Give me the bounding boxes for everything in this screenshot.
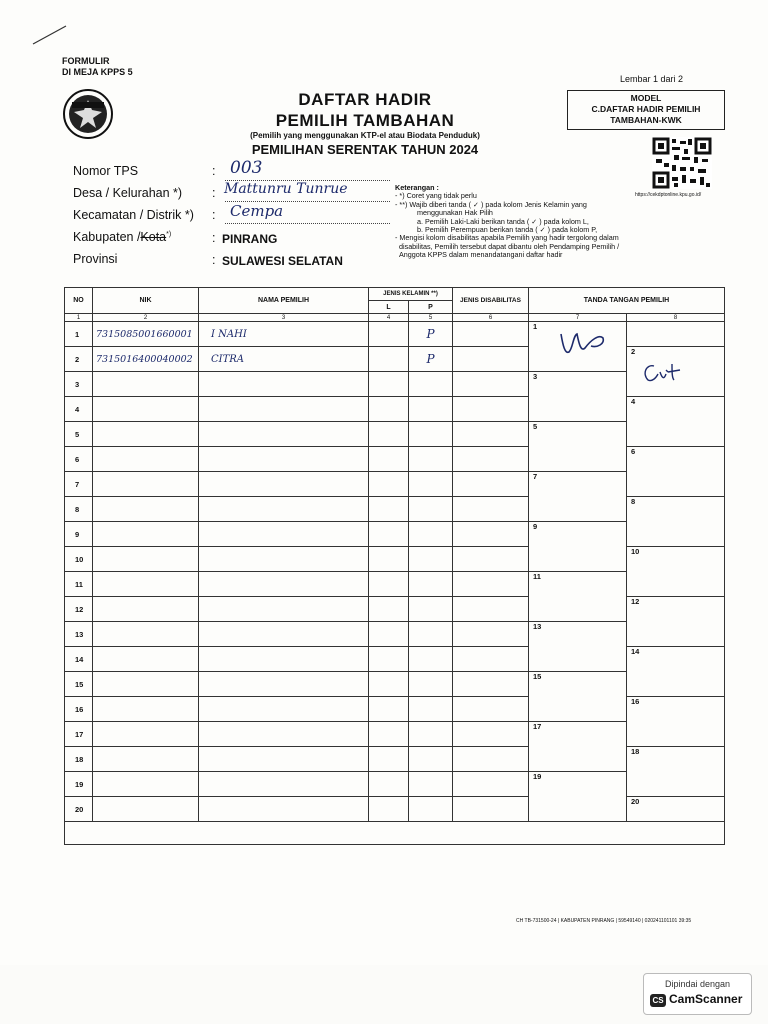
title-line1: DAFTAR HADIR — [298, 90, 432, 109]
row-number: 9 — [65, 522, 93, 547]
signature-cell-left — [529, 622, 627, 647]
gender-p-cell — [409, 472, 453, 497]
row-number: 7 — [65, 472, 93, 497]
empty-footer-cell — [65, 822, 725, 845]
nama-cell — [199, 747, 369, 772]
disabilitas-cell — [453, 622, 529, 647]
table-row — [65, 672, 725, 697]
signature-cell-left — [529, 722, 627, 747]
gender-l-cell — [369, 747, 409, 772]
gender-p-cell — [409, 622, 453, 647]
kpu-logo — [62, 88, 114, 140]
gender-l-cell — [369, 622, 409, 647]
table-row — [65, 622, 725, 647]
disabilitas-cell — [453, 597, 529, 622]
gender-p-cell — [409, 572, 453, 597]
signature-cell-right — [627, 472, 725, 497]
signature-cell-right — [627, 772, 725, 797]
keterangan-notes — [395, 184, 715, 260]
disabilitas-cell — [453, 672, 529, 697]
gender-p-cell: P — [409, 322, 453, 347]
signature-number: 8 — [631, 497, 636, 506]
model-box — [567, 90, 725, 130]
row-number: 12 — [65, 597, 93, 622]
disabilitas-cell — [453, 572, 529, 597]
nama-cell — [199, 497, 369, 522]
table-row — [65, 497, 725, 522]
desa-value: Mattunru Tunrue — [224, 181, 348, 197]
gender-l-cell — [369, 397, 409, 422]
gender-l-cell — [369, 722, 409, 747]
signature-number: 1 — [533, 322, 538, 331]
row-number: 13 — [65, 622, 93, 647]
row-number: 10 — [65, 547, 93, 572]
column-number: 8 — [627, 314, 725, 322]
signature-2 — [640, 360, 690, 388]
tps-value: 003 — [230, 158, 263, 178]
signature-number: 6 — [631, 447, 636, 456]
form-label-line2: DI MEJA KPPS 5 — [62, 67, 133, 77]
table-row — [65, 397, 725, 422]
signature-number: 9 — [533, 522, 538, 531]
nama-cell — [199, 597, 369, 622]
table-row — [65, 522, 725, 547]
camscanner-watermark — [643, 973, 752, 1015]
signature-cell-right — [627, 447, 725, 472]
gender-p-cell: P — [409, 347, 453, 372]
table-row — [65, 547, 725, 572]
gender-p-cell — [409, 722, 453, 747]
signature-number: 13 — [533, 622, 542, 631]
signature-number: 19 — [533, 772, 542, 781]
signature-cell-left — [529, 447, 627, 472]
disabilitas-cell — [453, 447, 529, 472]
nik-cell — [93, 672, 199, 697]
signature-number: 17 — [533, 722, 542, 731]
nik-cell — [93, 647, 199, 672]
table-row — [65, 797, 725, 822]
signature-number: 3 — [533, 372, 538, 381]
kecamatan-value: Cempa — [230, 202, 284, 220]
gender-l-cell — [369, 672, 409, 697]
gender-l-cell — [369, 322, 409, 347]
row-number: 19 — [65, 772, 93, 797]
row-number: 14 — [65, 647, 93, 672]
keterangan-line: Anggota KPPS dalam menandatangani daftar hadir — [399, 250, 563, 260]
nik-cell — [93, 747, 199, 772]
signature-cell-left — [529, 397, 627, 422]
model-line3: TAMBAHAN-KWK — [610, 115, 682, 125]
subtitle: (Pemilih yang menggunakan KTP-el atau Biodata Penduduk) — [250, 131, 480, 140]
disabilitas-cell — [453, 747, 529, 772]
camscanner-name: CamScanner — [669, 992, 743, 1006]
row-number: 16 — [65, 697, 93, 722]
camscanner-logo-icon: CS — [650, 994, 666, 1007]
gender-l-cell — [369, 797, 409, 822]
signature-cell-left — [529, 672, 627, 697]
gender-p-cell — [409, 597, 453, 622]
nik-cell — [93, 472, 199, 497]
column-number: 3 — [199, 314, 369, 322]
nama-cell — [199, 472, 369, 497]
provinsi-value: SULAWESI SELATAN — [222, 254, 343, 268]
qr-code — [652, 137, 712, 189]
row-number: 8 — [65, 497, 93, 522]
gender-l-cell — [369, 522, 409, 547]
nik-cell — [93, 397, 199, 422]
column-number: 1 — [65, 314, 93, 322]
colon: : — [212, 164, 216, 178]
gender-l-cell — [369, 572, 409, 597]
nik-cell — [93, 772, 199, 797]
nama-cell: CITRA — [199, 347, 369, 372]
nama-cell — [199, 447, 369, 472]
header-p: P — [409, 301, 453, 314]
nik-cell — [93, 547, 199, 572]
signature-number: 11 — [533, 572, 541, 581]
nama-cell — [199, 372, 369, 397]
column-number: 4 — [369, 314, 409, 322]
nama-cell — [199, 622, 369, 647]
gender-l-cell — [369, 497, 409, 522]
nama-cell — [199, 722, 369, 747]
gender-p-cell — [409, 497, 453, 522]
table-footer-row — [65, 822, 725, 845]
signature-cell-right — [627, 797, 725, 822]
table-row — [65, 697, 725, 722]
nik-cell — [93, 447, 199, 472]
model-line2: C.DAFTAR HADIR PEMILIH — [591, 104, 701, 114]
signature-cell-left — [529, 597, 627, 622]
nik-cell — [93, 697, 199, 722]
nik-cell — [93, 722, 199, 747]
nama-cell — [199, 522, 369, 547]
tps-label: Nomor TPS — [73, 164, 139, 178]
signature-cell-left — [529, 497, 627, 522]
gender-p-cell — [409, 422, 453, 447]
row-number: 6 — [65, 447, 93, 472]
footnote-mark: *) — [166, 230, 172, 238]
signature-cell-left — [529, 697, 627, 722]
row-number: 4 — [65, 397, 93, 422]
column-number: 7 — [529, 314, 627, 322]
column-number: 2 — [93, 314, 199, 322]
gender-p-cell — [409, 447, 453, 472]
kota-struck-text: Kota — [140, 230, 167, 244]
gender-l-cell — [369, 647, 409, 672]
disabilitas-cell — [453, 397, 529, 422]
table-body — [65, 322, 725, 845]
keterangan-line: a. Pemilih Laki-Laki berikan tanda ( ✓ ) pada kolom L, — [417, 216, 589, 226]
row-number: 15 — [65, 672, 93, 697]
nama-cell — [199, 422, 369, 447]
gender-p-cell — [409, 747, 453, 772]
disabilitas-cell — [453, 347, 529, 372]
signature-cell-right — [627, 672, 725, 697]
signature-number: 16 — [631, 697, 640, 706]
gender-p-cell — [409, 372, 453, 397]
signature-number: 10 — [631, 547, 640, 556]
signature-number: 12 — [631, 597, 640, 606]
table-row — [65, 572, 725, 597]
signature-number: 18 — [631, 747, 640, 756]
disabilitas-cell — [453, 497, 529, 522]
signature-cell-left — [529, 522, 627, 547]
form-label — [62, 56, 133, 78]
signature-number: 7 — [533, 472, 538, 481]
signature-cell-right — [627, 697, 725, 722]
nama-cell — [199, 697, 369, 722]
keterangan-line: - *) Coret yang tidak perlu — [395, 191, 477, 201]
disabilitas-cell — [453, 522, 529, 547]
header-no: NO — [65, 288, 93, 314]
signature-cell-left — [529, 647, 627, 672]
nama-cell — [199, 547, 369, 572]
dotted-line — [225, 222, 390, 224]
gender-p-cell — [409, 797, 453, 822]
keterangan-line: b. Pemilih Perempuan berikan tanda ( ✓ ) pada kolom P, — [417, 225, 598, 235]
signature-cell-right — [627, 597, 725, 622]
qr-url: https://cekdptonline.kpu.go.id/ — [635, 192, 702, 198]
row-number: 1 — [65, 322, 93, 347]
row-number: 2 — [65, 347, 93, 372]
column-number-row — [65, 314, 725, 322]
column-number: 5 — [409, 314, 453, 322]
header-jenis-kelamin: JENIS KELAMIN **) — [369, 288, 453, 301]
model-line1: MODEL — [630, 93, 662, 103]
table-row — [65, 472, 725, 497]
signature-cell-right — [627, 322, 725, 347]
gender-l-cell — [369, 697, 409, 722]
nik-cell: 7315085001660001 — [93, 322, 199, 347]
nik-cell — [93, 797, 199, 822]
disabilitas-cell — [453, 797, 529, 822]
signature-cell-left — [529, 772, 627, 797]
table-row — [65, 422, 725, 447]
gender-p-cell — [409, 522, 453, 547]
colon: : — [212, 186, 216, 200]
title-line3: PEMILIHAN SERENTAK TAHUN 2024 — [251, 142, 479, 157]
nama-cell — [199, 647, 369, 672]
gender-l-cell — [369, 547, 409, 572]
signature-number: 20 — [631, 797, 640, 806]
nama-cell — [199, 772, 369, 797]
signature-cell-right — [627, 422, 725, 447]
signature-cell-right — [627, 522, 725, 547]
keterangan-title: Keterangan : — [395, 183, 439, 192]
column-number: 6 — [453, 314, 529, 322]
nama-cell — [199, 397, 369, 422]
gender-p-cell — [409, 647, 453, 672]
table-row — [65, 597, 725, 622]
kabupaten-label — [73, 230, 171, 244]
signature-cell-right — [627, 572, 725, 597]
scanned-with-label: Dipindai dengan — [664, 979, 731, 989]
table-row — [65, 772, 725, 797]
row-number: 11 — [65, 572, 93, 597]
header-tanda-tangan: TANDA TANGAN PEMILIH — [529, 288, 725, 314]
gender-p-cell — [409, 397, 453, 422]
disabilitas-cell — [453, 722, 529, 747]
table-row — [65, 322, 725, 347]
signature-cell-right — [627, 647, 725, 672]
signature-cell-left — [529, 472, 627, 497]
row-number: 20 — [65, 797, 93, 822]
nik-cell — [93, 422, 199, 447]
disabilitas-cell — [453, 697, 529, 722]
nik-cell — [93, 372, 199, 397]
keterangan-line: disabilitas, Pemilih tersebut dapat dibantu oleh Pendamping Pemilih / — [399, 241, 620, 251]
nik-cell — [93, 572, 199, 597]
signature-1 — [555, 326, 615, 360]
pen-mark — [30, 22, 70, 47]
gender-p-cell — [409, 547, 453, 572]
keterangan-line: - Mengisi kolom disabilitas apabila Pemilih yang hadir tergolong dalam — [395, 233, 619, 243]
signature-cell-right — [627, 397, 725, 422]
header-l: L — [369, 301, 409, 314]
signature-cell-left — [529, 547, 627, 572]
kecamatan-label: Kecamatan / Distrik *) — [73, 208, 194, 222]
signature-cell-right — [627, 622, 725, 647]
table-row — [65, 747, 725, 772]
nama-cell — [199, 797, 369, 822]
gender-p-cell — [409, 697, 453, 722]
document-code: CH TB-731500-24 | KABUPATEN PINRANG | 59549140 | 020241101101 39:35 — [516, 918, 692, 924]
header-nik: NIK — [93, 288, 199, 314]
nik-cell — [93, 497, 199, 522]
nik-cell — [93, 597, 199, 622]
attendance-table — [64, 287, 725, 845]
row-number: 17 — [65, 722, 93, 747]
gender-l-cell — [369, 372, 409, 397]
table-row — [65, 647, 725, 672]
disabilitas-cell — [453, 772, 529, 797]
keterangan-line: - **) Wajib diberi tanda ( ✓ ) pada kolom Jenis Kelamin yang — [395, 199, 587, 209]
provinsi-label: Provinsi — [73, 252, 118, 266]
signature-cell-left — [529, 422, 627, 447]
disabilitas-cell — [453, 422, 529, 447]
gender-l-cell — [369, 422, 409, 447]
signature-cell-left — [529, 372, 627, 397]
table-row — [65, 722, 725, 747]
table-row — [65, 347, 725, 372]
gender-l-cell — [369, 597, 409, 622]
disabilitas-cell — [453, 372, 529, 397]
signature-cell-right — [627, 497, 725, 522]
nama-cell — [199, 572, 369, 597]
signature-number: 14 — [631, 647, 640, 656]
gender-p-cell — [409, 672, 453, 697]
disabilitas-cell — [453, 322, 529, 347]
signature-cell-right — [627, 547, 725, 572]
sheet-number: Lembar 1 dari 2 — [620, 74, 684, 84]
row-number: 3 — [65, 372, 93, 397]
header-nama: NAMA PEMILIH — [199, 288, 369, 314]
table-row — [65, 372, 725, 397]
nama-cell: I NAHI — [199, 322, 369, 347]
colon: : — [212, 253, 216, 267]
disabilitas-cell — [453, 547, 529, 572]
nik-cell — [93, 622, 199, 647]
gender-p-cell — [409, 772, 453, 797]
disabilitas-cell — [453, 472, 529, 497]
form-label-line1: FORMULIR — [62, 56, 110, 66]
kabupaten-label-text: Kabupaten / — [73, 230, 141, 244]
table-row — [65, 447, 725, 472]
signature-cell-left — [529, 572, 627, 597]
nik-cell: 7315016400040002 — [93, 347, 199, 372]
colon: : — [212, 231, 216, 245]
row-number: 5 — [65, 422, 93, 447]
nama-cell — [199, 672, 369, 697]
gender-l-cell — [369, 772, 409, 797]
gender-l-cell — [369, 447, 409, 472]
signature-number: 15 — [533, 672, 542, 681]
gender-l-cell — [369, 347, 409, 372]
kabupaten-value: PINRANG — [222, 232, 278, 246]
signature-cell-left — [529, 797, 627, 822]
signature-number: 2 — [631, 347, 636, 356]
title-line2: PEMILIH TAMBAHAN — [275, 111, 455, 130]
nik-cell — [93, 522, 199, 547]
disabilitas-cell — [453, 647, 529, 672]
keterangan-line: menggunakan Hak Pilih — [417, 208, 493, 218]
row-number: 18 — [65, 747, 93, 772]
desa-label: Desa / Kelurahan *) — [73, 186, 183, 200]
signature-cell-left — [529, 747, 627, 772]
gender-l-cell — [369, 472, 409, 497]
header-disabilitas: JENIS DISABILITAS — [453, 288, 529, 314]
colon: : — [212, 208, 216, 222]
signature-cell-right — [627, 722, 725, 747]
signature-cell-right — [627, 747, 725, 772]
signature-number: 4 — [631, 397, 636, 406]
signature-number: 5 — [533, 422, 538, 431]
